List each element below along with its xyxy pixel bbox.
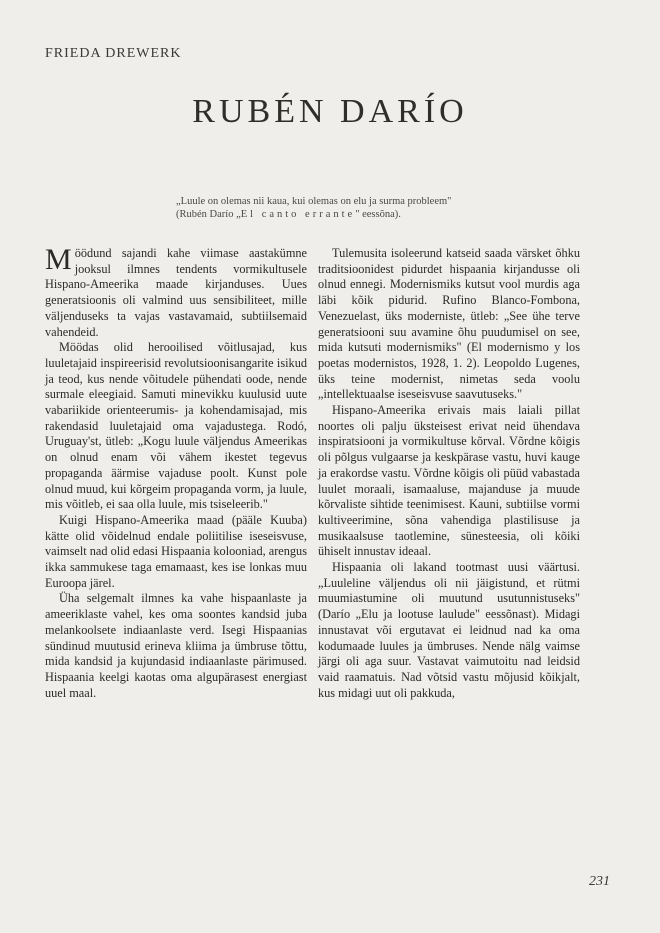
paragraph: Kuigi Hispano-Ameerika maad (pääle Kuuba) kätte olid võidelnud endale poliitilise iseseisvuse, vaimselt nad olid edasi Hispaania kolooniad, arengus ikka sammukese taga emamaast, kes ise lonkas muu Euroopa järel. [45, 512, 307, 590]
drop-cap: M [45, 243, 72, 276]
epigraph-attribution-start: (Rubén Darío „ [176, 209, 241, 220]
author-name: FRIEDA DREWERK [45, 46, 182, 61]
paragraph: Tulemusita isoleerund katseid saada värsket õhku traditsioonidest pidurdet hispaania kirjandusse oli olnud ennegi. Modernismiks kutsut vool murdis aga läbi kõik pidurid. Rufino Blanco-Fombona, Venezuelast, üks modernistе, ütleb: „See ühe terve generatsiooni suu avamine õhu puudumisel on see, mida kutsuti modernismiks" (El modernismo y los poetas modernistos, 1928, 1. 2). Leopoldo Lugenes, üks teine modernist, nimetas seda voolu „intellektuaalse iseseisvuse saavutuseks." [318, 246, 580, 402]
epigraph-quote: „Luule on olemas nii kaua, kui olemas on elu ja surma probleem" [176, 196, 452, 207]
paragraph: Üha selgemalt ilmnes ka vahe hispaanlaste ja ameeriklaste vahel, kes oma soontes kandsid juba melankoolsete indiaanlaste verd. Isegi Hispaanias sündinud muutusid erineva kliima ja ümbruse tõttu, mida kandsid ja kujundasid indiaanlaste pärimused. Hispaania keelgi kaotas oma algupärasest energiast uuel maal. [45, 591, 307, 700]
paragraph: Möödas olid herooilised võitlusajad, kus luuletajaid inspireerisid revolutsioonisangarite isikud ja teod, kus nende võitudele pühendati oode, nende surmale eleegiaid. Samuti minevikku kuulusid uute vabariikide orienteerumis- ja kohendamisajad, mis rakendasid luuletajaid oma vajadustega. Rodó, Uruguay'st, ütleb: „Kogu luule väljendus Ameerikas on olnud enam või vähem ikestet tegevus propaganda äärmise vajaduse poolt. Kunst pole olnud muud, kui kõrgeim propaganda vorm, ja luule, mis võitleb, ei saa olla luule, mis tsiseleerib." [45, 340, 307, 512]
epigraph-work-title: El canto errante [240, 209, 356, 220]
epigraph-attribution [176, 208, 451, 221]
epigraph [176, 195, 451, 221]
left-column [45, 243, 307, 701]
epigraph-attribution-end: " eessõna). [355, 209, 401, 220]
page-number: 231 [589, 874, 610, 889]
article-title: RUBÉN DARÍO [192, 93, 468, 130]
paragraph: Hispaania oli lakand tootmast uusi väärtusi. „Luuleline väljendus oli nii jäigistund, et rütmi muumiastumine oli muutund usutunnistuseks" (Darío „Elu ja lootuse laulude" eessõnast). Midagi innustavat või ergutavat ei leidnud nad ka oma kodumaade luules ja ümbruses. Nende nälg vaimse järgi oli aga suur. Vastavat vaimutoitu nad leidsid vaid raamatuis. Nad võtsid vastu mõjusid kõikjalt, kus midagi uut oli pakkuda, [318, 560, 580, 700]
paragraph-text: öödund sajandi kahe viimase aastakümne jooksul ilmnes tendents vormikultusele Hispano-Ameerika maade kirjanduses. Uues generatsioonis oli valmind uus sensibiliteet, mille väljenduseks ta vajas vastavamaid, subtiilsemaid vahendeid. [45, 246, 307, 339]
paragraph [45, 243, 307, 340]
paragraph: Hispano-Ameerika erivais mais laiali pillat noortes oli palju üksteisest erivat neid ühendava inspiratsiooni ja vormikultuse kõrval. Võrdne kõigis oli põlgus vulgaarse ja keskpärase vastu, huvi kauge ja erakordse vastu. Võrdne kõigis oli püüd vabastada luulet moraali, isamaaluse, majanduse ja muude kõrvaliste sihtide teenimisest. Kauni, subtiilse vormi kultiveerimine, sõna vahendiga plastilisuse ja musikaalsuse taotlemine, sünesteesia, oli kõiki ühiselt innustav ideaal. [318, 403, 580, 559]
right-column [318, 246, 580, 701]
